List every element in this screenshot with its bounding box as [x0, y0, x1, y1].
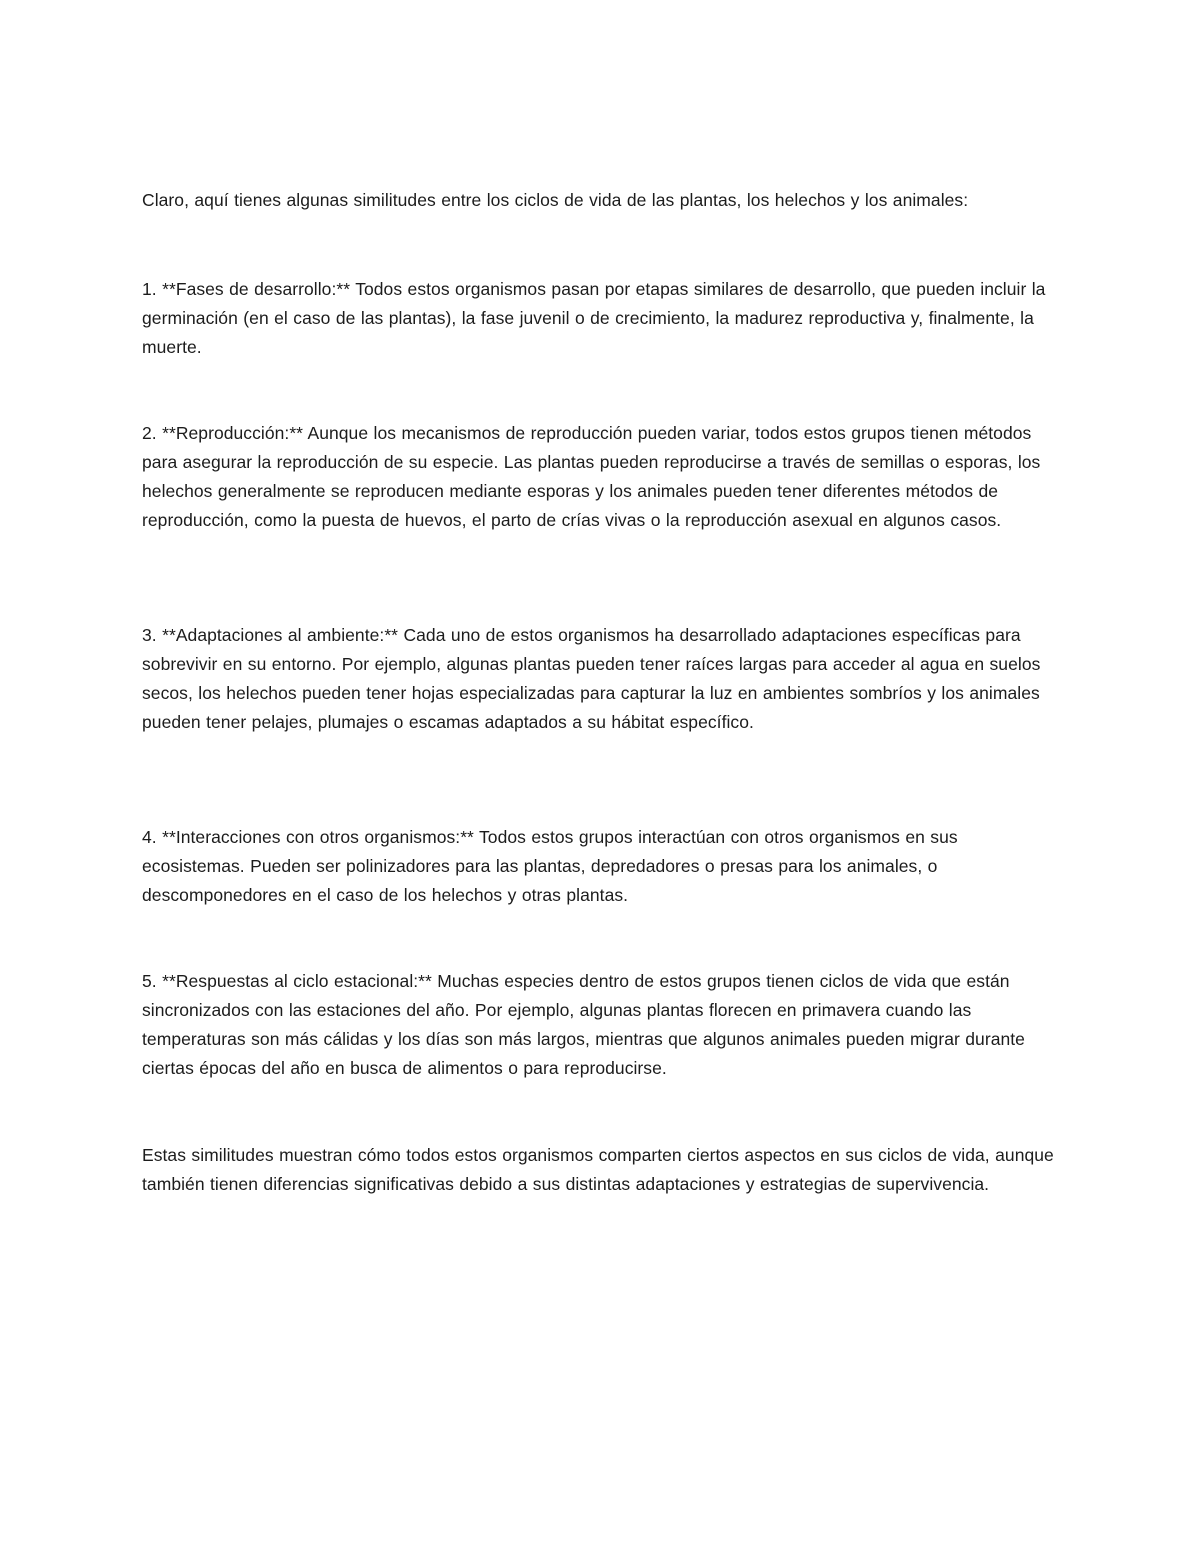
intro-paragraph: Claro, aquí tienes algunas similitudes entre los ciclos de vida de las plantas, los helechos y los animales: — [142, 190, 969, 210]
point-development-phases: 1. **Fases de desarrollo:** Todos estos organismos pasan por etapas similares de desarrollo, que pueden incluir la germinación (en el caso de las plantas), la fase juvenil o de crecimiento, la madurez reproductiva y, finalmente, la muerte. — [142, 279, 1046, 357]
point-reproduction: 2. **Reproducción:** Aunque los mecanismos de reproducción pueden variar, todos estos grupos tienen métodos para asegurar la reproducción de su especie. Las plantas pueden reproducirse a través de semillas o esporas, los helechos generalmente se reproducen mediante esporas y los animales pueden tener diferentes métodos de reproducción, como la puesta de huevos, el parto de crías vivas o la reproducción asexual en algunos casos. — [142, 423, 1041, 530]
conclusion-paragraph: Estas similitudes muestran cómo todos estos organismos comparten ciertos aspectos en sus ciclos de vida, aunque también tienen diferencias significativas debido a sus distintas adaptaciones y estrategias de supervivencia. — [142, 1145, 1054, 1194]
point-seasonal-cycle: 5. **Respuestas al ciclo estacional:** Muchas especies dentro de estos grupos tienen ciclos de vida que están sincronizados con las estaciones del año. Por ejemplo, algunas plantas florecen en primavera cuando las temperaturas son más cálidas y los días son más largos, mientras que algunos animales pueden migrar durante ciertas épocas del año en busca de alimentos o para reproducirse. — [142, 971, 1025, 1078]
point-interactions: 4. **Interacciones con otros organismos:** Todos estos grupos interactúan con otros organismos en sus ecosistemas. Pueden ser polinizadores para las plantas, depredadores o presas para los animales, o descomponedores en el caso de los helechos y otras plantas. — [142, 827, 958, 905]
point-environment-adaptations: 3. **Adaptaciones al ambiente:** Cada uno de estos organismos ha desarrollado adaptaciones específicas para sobrevivir en su entorno. Por ejemplo, algunas plantas pueden tener raíces largas para acceder al agua en suelos secos, los helechos pueden tener hojas especializadas para capturar la luz en ambientes sombríos y los animales pueden tener pelajes, plumajes o escamas adaptados a su hábitat específico. — [142, 625, 1041, 732]
